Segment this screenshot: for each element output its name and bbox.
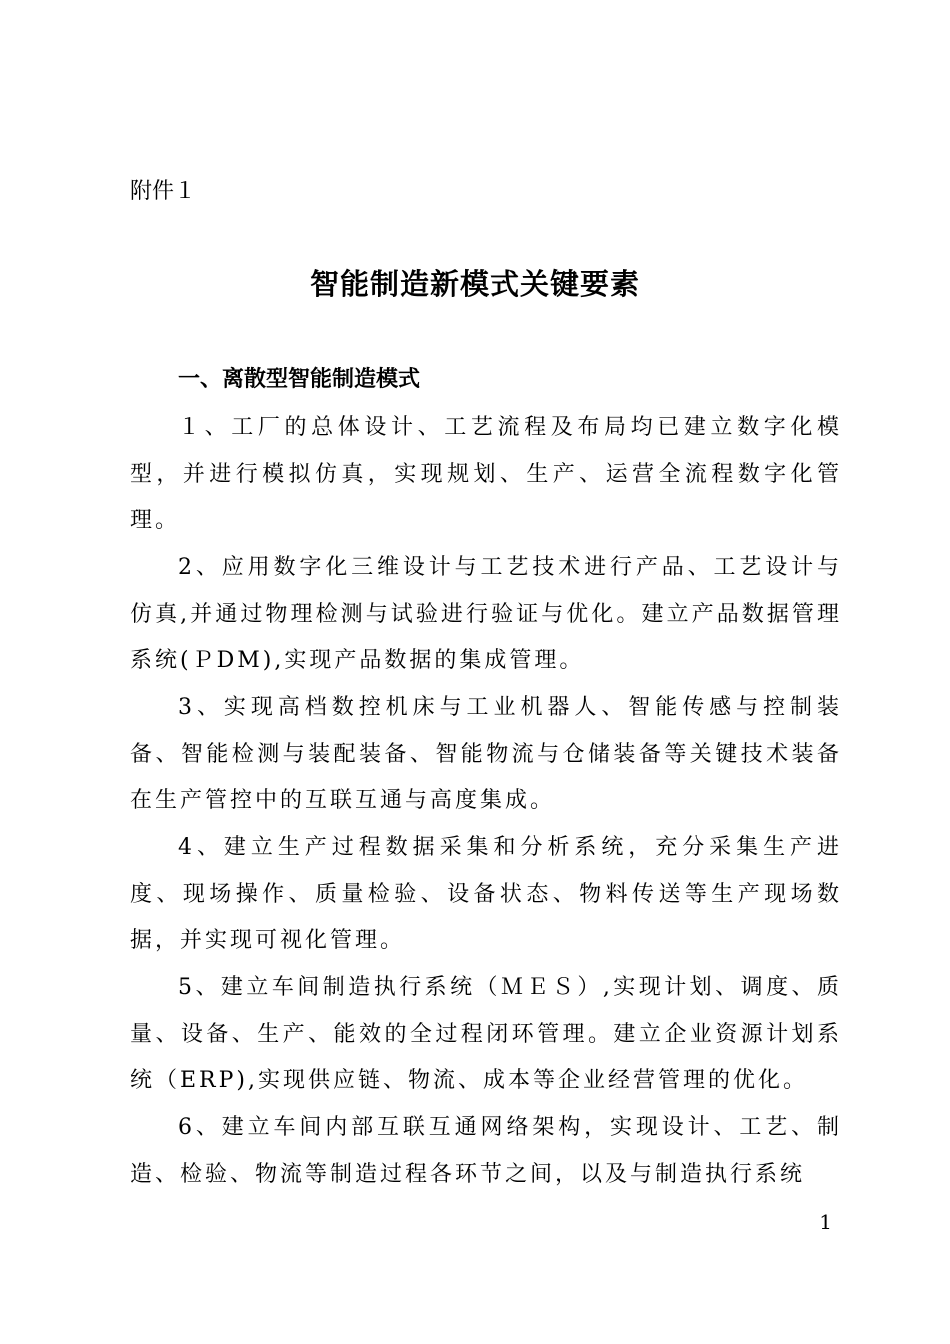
paragraph-4: 4、建立生产过程数据采集和分析系统，充分采集生产进度、现场操作、质量检验、设备状态、物料传送等生产现场数据，并实现可视化管理。 [130, 835, 842, 953]
paragraph-1: １、工厂的总体设计、工艺流程及布局均已建立数字化模型，并进行模拟仿真，实现规划、生产、运营全流程数字化管理。 [130, 415, 842, 533]
paragraph-2: 2、应用数字化三维设计与工艺技术进行产品、工艺设计与仿真,并通过物理检测与试验进行验证与优化。建立产品数据管理系统(ＰDM),实现产品数据的集成管理。 [130, 555, 842, 673]
paragraph-3: 3、实现高档数控机床与工业机器人、智能传感与控制装备、智能检测与装配装备、智能物流与仓储装备等关键技术装备在生产管控中的互联互通与高度集成。 [130, 695, 842, 813]
document-title: 智能制造新模式关键要素 [309, 267, 640, 301]
attachment-label: 附件１ [130, 179, 197, 204]
paragraph-6: 6、建立车间内部互联互通网络架构，实现设计、工艺、制造、检验、物流等制造过程各环节之间，以及与制造执行系统 [130, 1115, 842, 1187]
page-number: 1 [819, 1210, 832, 1234]
section-heading: 一、离散型智能制造模式 [178, 367, 421, 392]
paragraph-5: 5、建立车间制造执行系统（ＭＥＳ）,实现计划、调度、质量、设备、生产、能效的全过程闭环管理。建立企业资源计划系统（ERP),实现供应链、物流、成本等企业经营管理的优化。 [130, 975, 842, 1093]
